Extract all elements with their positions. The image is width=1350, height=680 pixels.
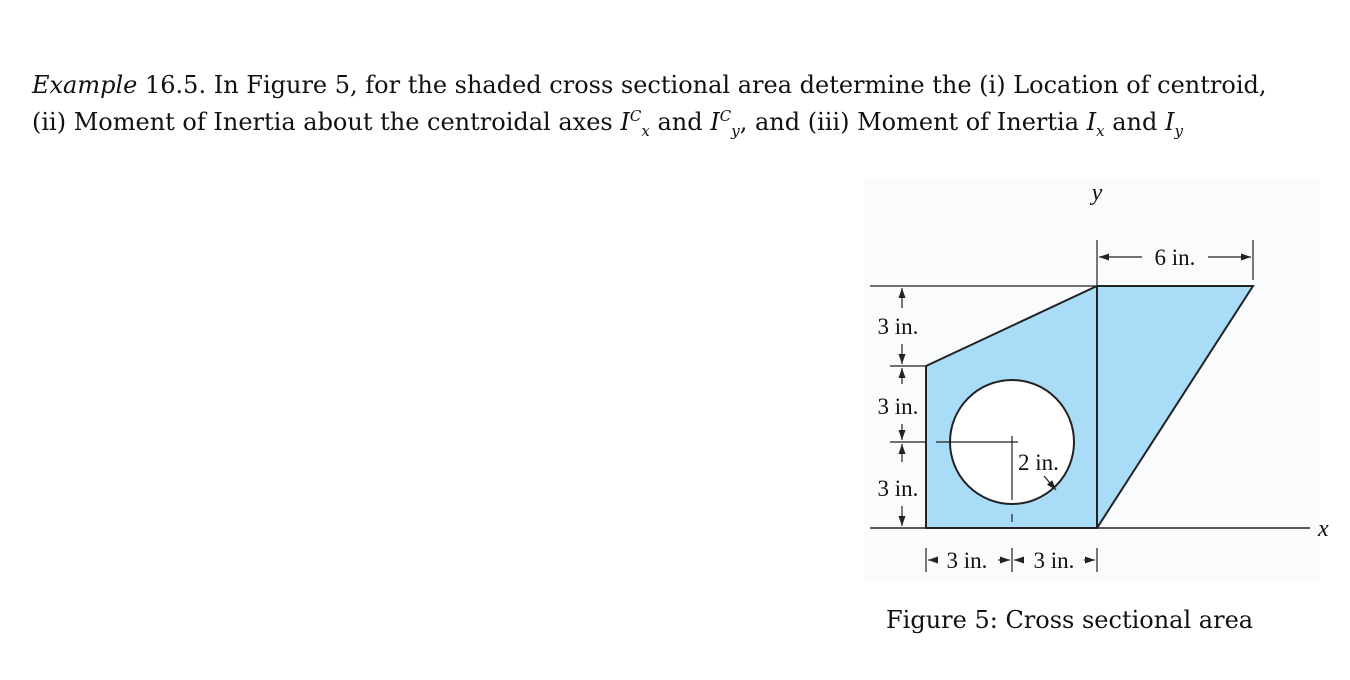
math-ix [1086, 108, 1105, 140]
math-sup-c: C [719, 107, 732, 125]
example-label: Example [32, 71, 138, 99]
dim-left-3-label: 3 in. [877, 476, 919, 501]
example-number: 16.5. [145, 71, 207, 99]
cross-section-diagram [860, 170, 1330, 590]
math-symbol-i: I [620, 108, 630, 136]
problem-line-1 [32, 70, 1322, 101]
math-sub-x: x [641, 122, 650, 140]
dim-top-label: 6 in. [1154, 245, 1196, 270]
problem-line-2-part-2: , and (iii) Moment of Inertia [739, 108, 1080, 136]
figure-caption: Figure 5: Cross sectional area [886, 606, 1254, 634]
math-symbol-i: I [1165, 108, 1175, 136]
math-iyc [710, 107, 740, 140]
cross-section-figure [860, 170, 1330, 590]
problem-line-1-text: In Figure 5, for the shaded cross sectional area determine the (i) Location of centroid, [213, 71, 1267, 99]
problem-statement [32, 70, 1322, 147]
dim-bottom-2-label: 3 in. [1033, 548, 1075, 573]
math-sub-y: y [1174, 122, 1183, 140]
problem-and-2: and [1112, 108, 1158, 136]
x-axis-label: x [1318, 516, 1329, 542]
math-sub-y: y [731, 122, 740, 140]
problem-line-2-part-1: (ii) Moment of Inertia about the centroidal axes [32, 108, 613, 136]
problem-and-1: and [657, 108, 703, 136]
math-symbol-i: I [710, 108, 720, 136]
dim-left-1-label: 3 in. [877, 314, 919, 339]
problem-line-2 [32, 101, 1322, 147]
dim-radius-label: 2 in. [1018, 450, 1059, 475]
y-axis-label: y [1091, 180, 1103, 206]
math-sub-x: x [1096, 122, 1105, 140]
math-symbol-i: I [1086, 108, 1097, 136]
dim-left-2-label: 3 in. [877, 394, 919, 419]
math-sup-c: C [629, 107, 642, 125]
math-ixc [620, 107, 650, 140]
dim-bottom-1-label: 3 in. [946, 548, 988, 573]
math-iy [1165, 108, 1183, 140]
